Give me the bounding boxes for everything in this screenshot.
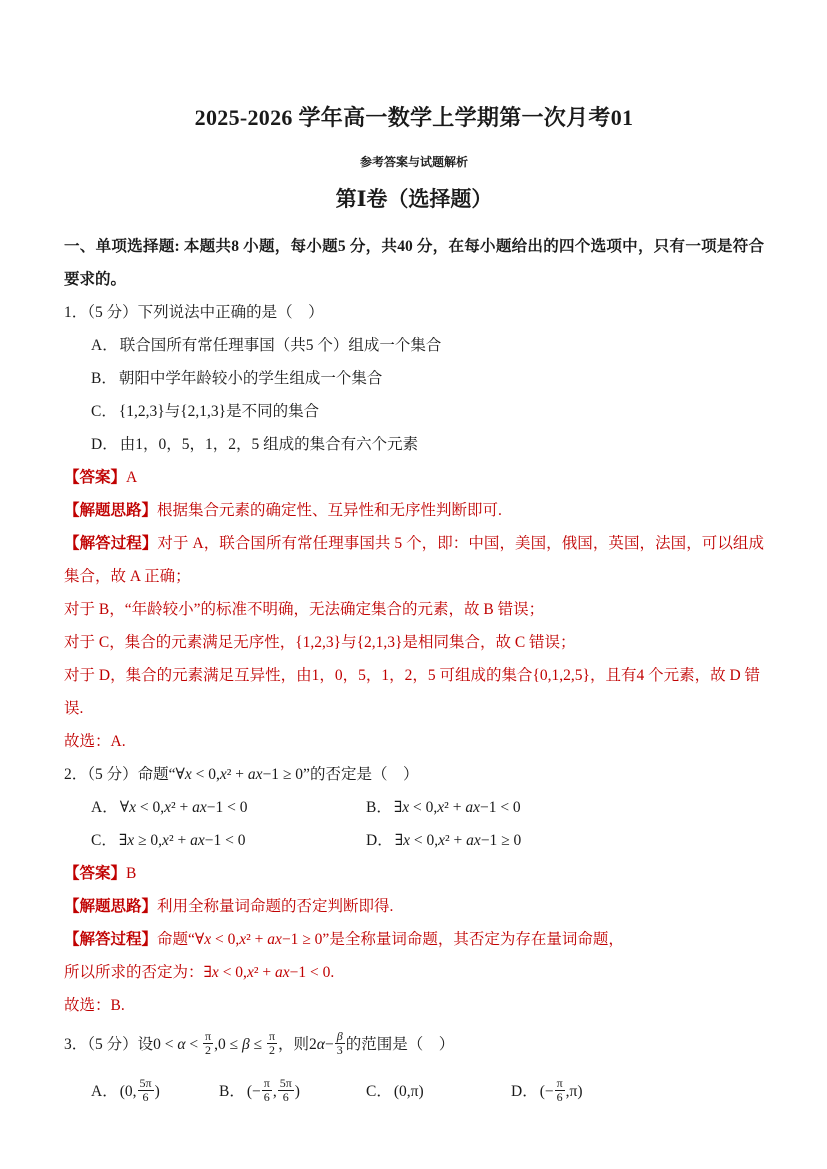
question-1-analysis — [64, 461, 764, 758]
question-3-option-c — [366, 1068, 511, 1116]
question-3-option-a — [91, 1068, 219, 1116]
question-2-option-a — [91, 791, 366, 824]
question-2-option-c — [91, 824, 366, 857]
page-subtitle: 参考答案与试题解析 — [359, 155, 468, 169]
option-label: D． — [511, 1083, 538, 1100]
section-instructions: 一、单项选择题: 本题共8 小题，每小题5 分，共40 分，在每小题给出的四个选项中，只有一项是符合要求的。 — [64, 238, 764, 288]
question-1-options — [64, 329, 764, 461]
question-2-stem: 2．（5 分）命题“∀x < 0,x² + ax−1 ≥ 0”的否定是（ ） — [64, 766, 419, 783]
option-text: 朝阳中学年龄较小的学生组成一个集合 — [118, 370, 383, 387]
question-2-options — [64, 791, 764, 857]
question-3-option-d — [511, 1068, 764, 1116]
question-block-2 — [64, 758, 764, 1022]
option-text: 联合国所有常任理事国（共5 个）组成一个集合 — [119, 337, 442, 354]
question-1-option-b — [64, 362, 764, 395]
answer-line: 【答案】A — [64, 469, 138, 486]
section-heading: 第Ⅰ卷（选择题） — [335, 187, 493, 211]
option-label: C． — [366, 1083, 392, 1100]
page-title: 2025-2026 学年高一数学上学期第一次月考01 — [194, 105, 634, 130]
option-text: ∃x ≥ 0,x² + ax−1 < 0 — [118, 832, 246, 849]
option-label: C． — [91, 832, 117, 849]
question-3-option-b — [219, 1068, 366, 1116]
solution-line: 对于 B，“年龄较小”的标准不明确，无法确定集合的元素，故 B 错误； — [64, 601, 545, 618]
question-2-option-d — [366, 824, 764, 857]
option-text: 由1，0，5，1，2，5 组成的集合有六个元素 — [119, 436, 419, 453]
option-text: (− $\frac{\pi}{6}$ ,π) — [539, 1075, 583, 1104]
option-label: A． — [91, 1083, 118, 1100]
option-text: ∃x < 0,x² + ax−1 ≥ 0 — [394, 832, 522, 849]
option-text: ∀x < 0,x² + ax−1 < 0 — [119, 799, 248, 816]
question-2-analysis — [64, 857, 764, 1022]
option-text: {1,2,3}与{2,1,3}是不同的集合 — [118, 403, 320, 420]
conclusion-line: 故选：A. — [64, 733, 126, 750]
solution-line: 【解答过程】对于 A，联合国所有常任理事国共 5 个，即：中国，美国，俄国，英国，法国，可以组成集合，故 A 正确； — [64, 535, 764, 585]
solution-line: 所以所求的否定为：∃x < 0,x² + ax−1 < 0. — [64, 964, 335, 981]
idea-line: 【解题思路】利用全称量词命题的否定判断即得. — [64, 898, 394, 915]
question-2-option-b — [366, 791, 764, 824]
option-label: B． — [91, 370, 117, 387]
option-text: (0, $\frac{5\pi}{6}$ ) — [119, 1075, 160, 1104]
solution-line: 对于 D，集合的元素满足互异性，由1，0，5，1，2，5 可组成的集合{0,1,2,5}，且有4 个元素，故 D 错误. — [64, 667, 761, 717]
question-1-option-d — [64, 428, 764, 461]
option-text: (− $\frac{\pi}{6}$ , $\frac{5\pi}{6}$ ) — [246, 1075, 300, 1104]
option-text: ∃x < 0,x² + ax−1 < 0 — [393, 799, 521, 816]
option-text: (0,π) — [393, 1083, 424, 1100]
option-label: D． — [366, 832, 393, 849]
option-label: D． — [91, 436, 118, 453]
option-label: C． — [91, 403, 117, 420]
question-1-stem: 1．（5 分）下列说法中正确的是（ ） — [64, 304, 324, 321]
question-1-option-c — [64, 395, 764, 428]
question-block-3 — [64, 1024, 764, 1116]
solution-line: 【解答过程】命题“∀x < 0,x² + ax−1 ≥ 0”是全称量词命题，其否定为存在量词命题， — [64, 931, 624, 948]
answer-line: 【答案】B — [64, 865, 137, 882]
solution-line: 对于 C，集合的元素满足无序性，{1,2,3}与{2,1,3}是相同集合，故 C 错误； — [64, 634, 576, 651]
option-label: A． — [91, 337, 118, 354]
idea-line: 【解题思路】根据集合元素的确定性、互异性和无序性判断即可. — [64, 502, 502, 519]
question-3-options — [64, 1068, 764, 1116]
question-block-1 — [64, 296, 764, 758]
option-label: A． — [91, 799, 118, 816]
option-label: B． — [366, 799, 392, 816]
question-1-option-a — [64, 329, 764, 362]
option-label: B． — [219, 1083, 245, 1100]
question-3-stem: 3．（5 分）设0 < α < $\frac{\pi}{2}$ ,0 ≤ β ≤ $\frac{\pi}{2}$ ，则2α− $\frac{\beta}{3}$ 的范围是（ ） — [64, 1028, 455, 1057]
conclusion-line: 故选：B. — [64, 997, 125, 1014]
